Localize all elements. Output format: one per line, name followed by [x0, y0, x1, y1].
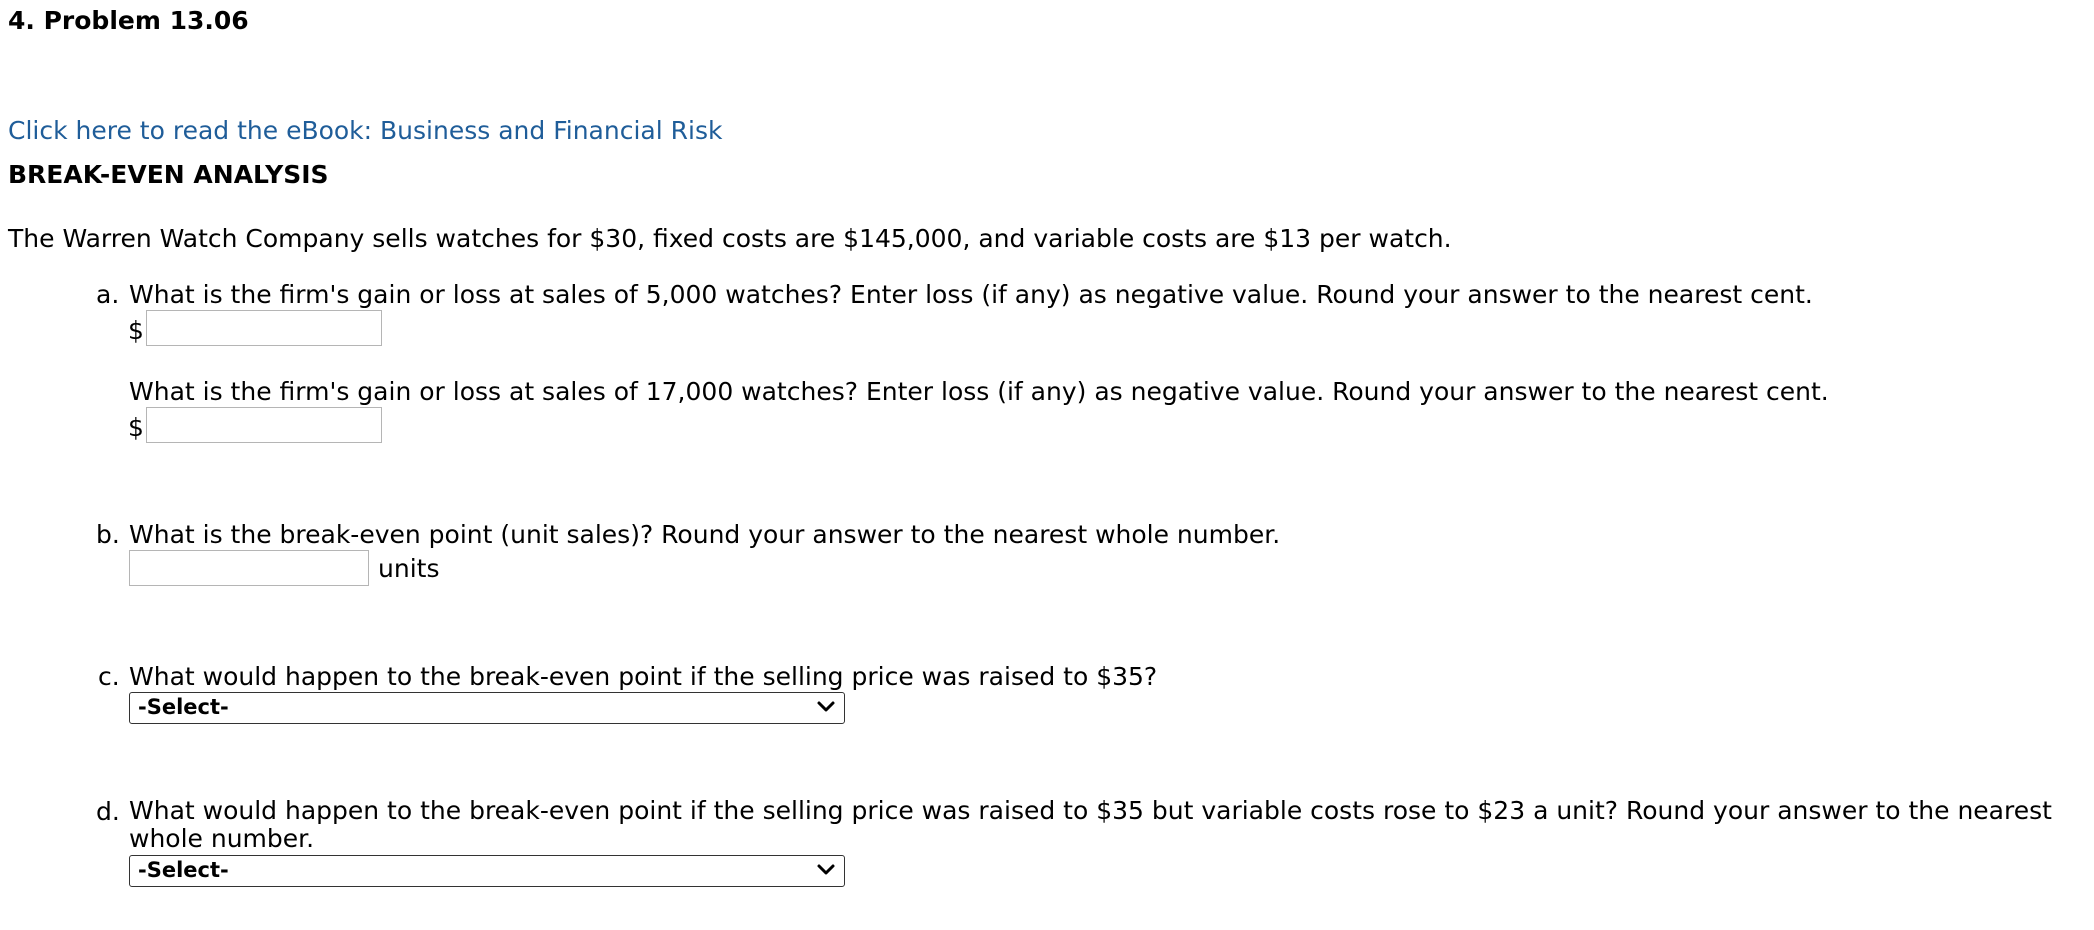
section-heading: BREAK-EVEN ANALYSIS: [8, 160, 329, 189]
question-d-letter: d.: [96, 797, 120, 826]
question-c-text: What would happen to the break-even point if the selling price was raised to $35?: [129, 662, 1158, 691]
problem-intro: The Warren Watch Company sells watches for $30, fixed costs are $145,000, and variable costs are $13 per watch.: [8, 224, 1452, 253]
problem-title: 4. Problem 13.06: [8, 6, 249, 35]
chevron-down-icon: [816, 697, 836, 717]
chevron-down-icon: [816, 860, 836, 880]
select-value: -Select-: [138, 858, 229, 882]
question-b-letter: b.: [96, 520, 120, 549]
answer-d-select[interactable]: [129, 855, 845, 887]
answer-a1-input[interactable]: [146, 310, 382, 346]
question-a-text-1: What is the firm's gain or loss at sales of 5,000 watches? Enter loss (if any) as negative value. Round your answer to the nearest cent.: [129, 280, 1813, 309]
currency-symbol: $: [128, 413, 144, 442]
question-a-text-2: What is the firm's gain or loss at sales of 17,000 watches? Enter loss (if any) as negative value. Round your answer to the nearest cent.: [129, 377, 1829, 406]
question-a-letter: a.: [96, 280, 120, 309]
select-value: -Select-: [138, 695, 229, 719]
question-b-text: What is the break-even point (unit sales)? Round your answer to the nearest whole number.: [129, 520, 1281, 549]
answer-c-select[interactable]: [129, 692, 845, 724]
answer-a2-input[interactable]: [146, 407, 382, 443]
answer-b-input[interactable]: [129, 550, 369, 586]
units-label: units: [378, 554, 440, 583]
currency-symbol: $: [128, 316, 144, 345]
question-c-letter: c.: [98, 662, 120, 691]
ebook-link[interactable]: Click here to read the eBook: Business and Financial Risk: [8, 116, 723, 145]
question-d-text: What would happen to the break-even point if the selling price was raised to $35 but variable costs rose to $23 a unit? Round your answer to the nearest whole number.: [129, 796, 2052, 853]
